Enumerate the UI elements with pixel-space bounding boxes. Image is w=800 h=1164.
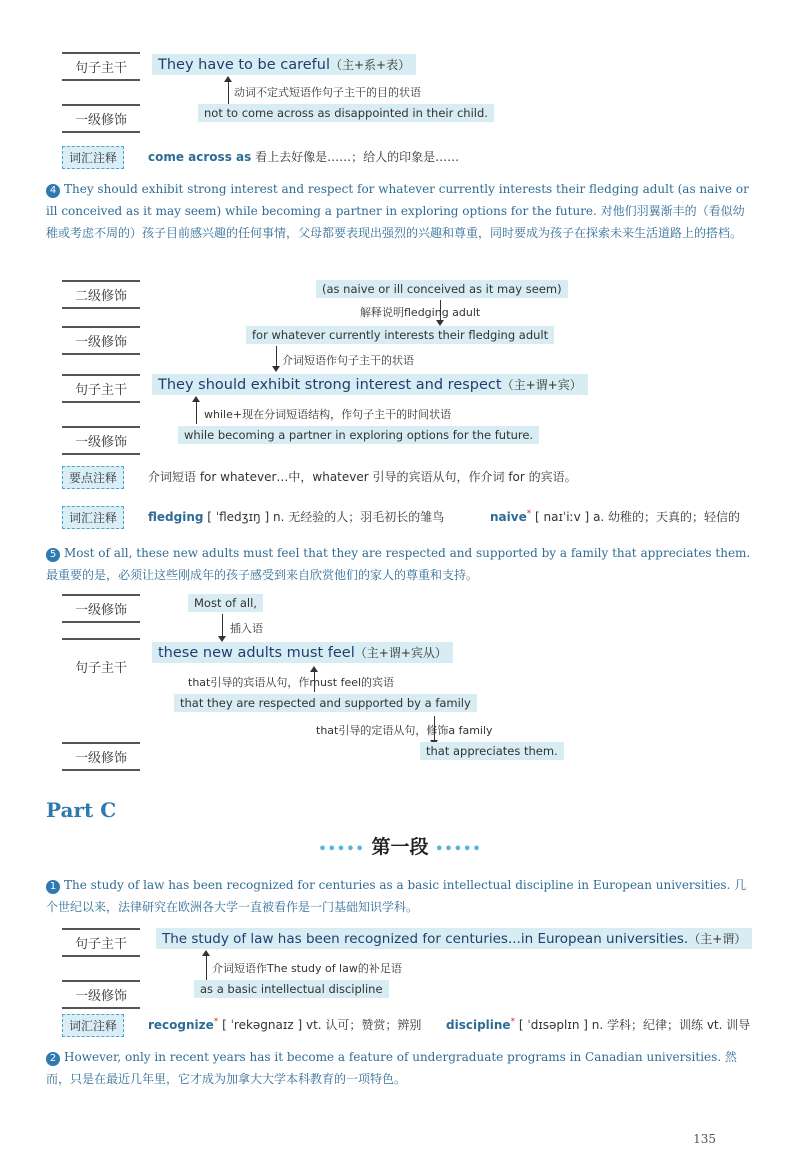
annotation-note: 解释说明fledging adult [360,306,481,319]
annotation-note: that引导的宾语从句，作must feel的宾语 [188,676,395,689]
first-modifier-phrase: Most of all, [188,594,263,612]
second-modifier-phrase: (as naive or ill conceived as it may seem) [316,280,568,298]
paragraph-text: Most of all, these new adults must feel that they are respected and supported by a family that appreciates them. 最重要的是，必须让这些刚成年的孩子感受到来自欣赏他们的家人的尊重和支持。 [46,546,751,582]
label-sentence-core: 句子主干 [62,638,140,698]
core-tag: （主+谓） [688,932,747,946]
paragraph-text: The study of law has been recognized for centuries as a basic intellectual discipline in European universities. 几个世纪以来，法律研究在欧洲各大学一直被看作是一门基础知识学科。 [46,878,747,914]
arrow-down-icon [272,366,280,372]
label-first-modifier: 一级修饰 [62,980,140,1009]
dots-decoration: ••••• [318,842,365,857]
vocab-definition: 看上去好像是……；给人的印象是…… [255,150,460,164]
number-badge: 4 [46,184,60,198]
annotation-note: that引导的定语从句，修饰a family [316,724,493,737]
vocab-pronunciation: [ ˈrekəgnaɪz ] [222,1018,303,1032]
core-sentence [152,54,416,75]
core-text: They have to be careful [158,57,330,73]
label-first-modifier: 一级修饰 [62,326,140,355]
vocab-word: fledging [148,510,204,524]
connector-line [206,954,207,980]
vocab-pronunciation: [ ˈfledʒɪŋ ] [207,510,270,524]
arrow-up-icon [310,666,318,672]
number-badge: 2 [46,1052,60,1066]
star-icon: * [510,1017,516,1027]
paragraph-1 [46,874,756,918]
vocab-definition: a. 幼稚的；天真的；轻信的 [593,510,741,524]
label-sentence-core: 句子主干 [62,374,140,403]
core-sentence [156,928,752,949]
arrow-up-icon [202,950,210,956]
label-vocab: 词汇注释 [62,1014,124,1037]
first-modifier-phrase: that appreciates them. [420,742,564,760]
label-first-modifier: 一级修饰 [62,426,140,455]
section-title: 第一段 [371,836,429,858]
paragraph-text: However, only in recent years has it become a feature of undergraduate programs in Canadian universities. 然而，只是在最近几年里，它才成为加拿大大学本科教育的一项特色。 [46,1050,737,1086]
vocab-word: naive [490,510,527,524]
label-first-modifier: 一级修饰 [62,742,140,771]
vocab-definition: n. 无经验的人；羽毛初长的雏鸟 [272,510,445,524]
paragraph-text: They should exhibit strong interest and respect for whatever currently interests their fledging adult (as naive or ill conceived as it may seem) while becoming a partner in exploring options for the future. 对他们羽翼渐丰的（看似幼稚或考虑不周的）孩子目前感兴趣的任何事情，父母都要表现出强烈的兴趣和尊重，同时要成为孩子在探索未来生活道路上的搭档。 [46,182,749,240]
connector-line [222,614,223,638]
label-vocab: 词汇注释 [62,146,124,169]
core-text: these new adults must feel [158,645,355,661]
annotation-note: 介词短语作句子主干的状语 [282,354,414,367]
section-heading [0,832,800,859]
label-first-modifier: 一级修饰 [62,104,140,133]
vocab-definition: vt. 认可；赞赏；辨别 [305,1018,422,1032]
number-badge: 5 [46,548,60,562]
label-first-modifier: 一级修饰 [62,594,140,623]
connector-line [196,400,197,424]
arrow-up-icon [224,76,232,82]
core-tag: （主+系+表） [330,58,411,72]
vocab-word: come across as [148,150,252,164]
vocab-word: recognize [148,1018,214,1032]
core-text: The study of law has been recognized for centuries...in European universities. [162,931,689,947]
core-sentence [152,374,588,395]
vocab-entry [148,148,459,165]
vocab-entry [148,1016,421,1033]
label-vocab: 词汇注释 [62,506,124,529]
paragraph-2 [46,1046,756,1090]
core-tag: （主+谓+宾） [501,378,582,392]
modifier-phrase: not to come across as disappointed in their child. [198,104,494,122]
arrow-up-icon [192,396,200,402]
vocab-word: discipline [446,1018,511,1032]
label-sentence-core: 句子主干 [62,52,140,81]
label-keypoint: 要点注释 [62,466,124,489]
annotation-note: 介词短语作The study of law的补足语 [212,962,402,975]
annotation-note: while+现在分词短语结构，作句子主干的时间状语 [204,408,452,421]
label-sentence-core: 句子主干 [62,928,140,957]
part-heading: Part C [46,798,117,822]
first-modifier-phrase: as a basic intellectual discipline [194,980,389,998]
core-sentence [152,642,453,663]
star-icon: * [213,1017,219,1027]
annotation-note: 动词不定式短语作句子主干的目的状语 [234,86,421,99]
page-number: 135 [693,1132,716,1146]
number-badge: 1 [46,880,60,894]
connector-line [228,80,229,104]
vocab-pronunciation: [ ˈdɪsəplɪn ] [518,1018,588,1032]
annotation-note: 插入语 [230,622,263,635]
label-second-modifier: 二级修饰 [62,280,140,309]
vocab-definition: n. 学科；纪律；训练 vt. 训导 [591,1018,751,1032]
dots-decoration: ••••• [435,842,482,857]
first-modifier-phrase: while becoming a partner in exploring options for the future. [178,426,539,444]
connector-line [276,346,277,368]
keypoint-text: 介词短语 for whatever…中，whatever 引导的宾语从句，作介词 for 的宾语。 [148,470,577,484]
core-tag: （主+谓+宾从） [354,646,447,660]
paragraph-4 [46,178,756,244]
vocab-entry [446,1016,750,1033]
vocab-pronunciation: [ naɪˈiːv ] [535,510,590,524]
paragraph-5 [46,542,756,586]
star-icon: * [526,509,532,519]
vocab-entry [490,508,740,525]
first-modifier-phrase: for whatever currently interests their fledging adult [246,326,554,344]
core-text: They should exhibit strong interest and respect [158,377,502,393]
object-clause: that they are respected and supported by a family [174,694,477,712]
vocab-entry [148,508,444,525]
